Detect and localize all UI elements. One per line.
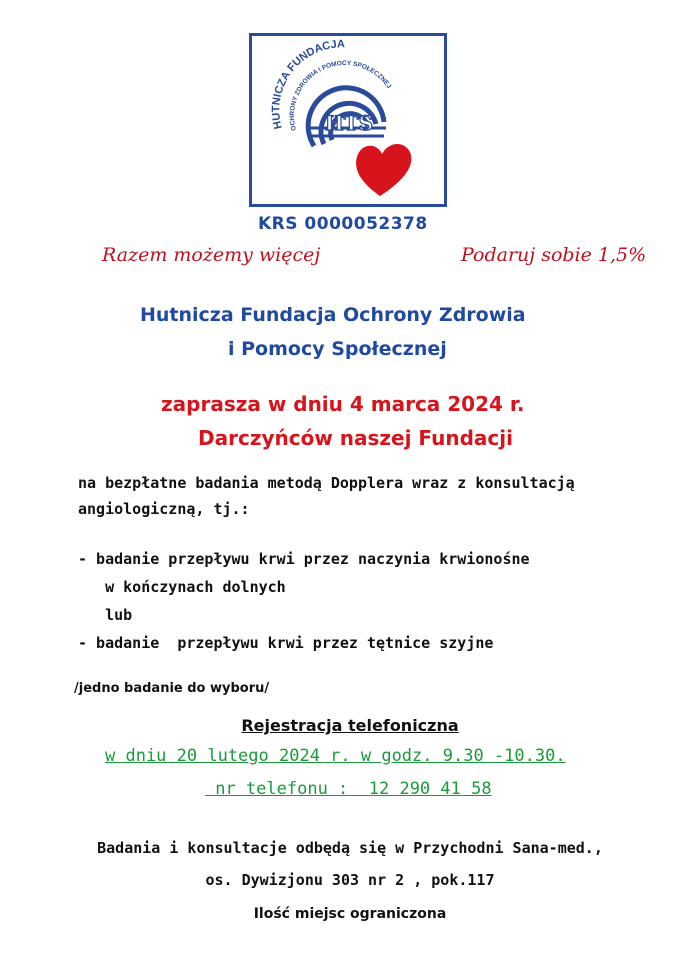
logo-subtitle-arc: OCHRONY ZDROWIA I POMOCY SPOŁECZNEJ <box>288 60 393 132</box>
choice-note: /jedno badanie do wyboru/ <box>74 681 270 696</box>
description-line: angiologiczną, tj.: <box>78 500 250 518</box>
list-item: - badanie przepływu krwi przez tętnice szyjne <box>78 634 494 652</box>
registration-date: w dniu 20 lutego 2024 r. w godz. 9.30 -10.30. <box>105 746 566 766</box>
exam-list <box>78 545 530 657</box>
limited-places: Ilość miejsc ograniczona <box>253 906 447 922</box>
registration-phone: nr telefonu : 12 290 41 58 <box>205 779 492 799</box>
location-line: Badania i konsultacje odbędą się w Przychodni Sana-med., <box>97 839 603 857</box>
organization-name-line2: i Pomocy Społecznej <box>228 338 447 360</box>
slogan-left: Razem możemy więcej <box>102 244 321 266</box>
logo-graphic <box>252 36 444 204</box>
invitation-date: zaprasza w dniu 4 marca 2024 r. <box>161 392 525 416</box>
foundation-logo <box>249 33 447 207</box>
logo-mark: HTS <box>324 111 374 135</box>
location <box>0 832 700 896</box>
list-item: lub <box>78 606 133 624</box>
description <box>78 470 575 522</box>
logo-title-arc: HUTNICZA FUNDACJA <box>270 38 346 131</box>
krs-number: KRS 0000052378 <box>258 214 428 234</box>
description-line: na bezpłatne badania metodą Dopplera wraz z konsultacją <box>78 474 575 492</box>
location-line: os. Dywizjonu 303 nr 2 , pok.117 <box>205 871 495 889</box>
organization-name-line1: Hutnicza Fundacja Ochrony Zdrowia <box>140 304 526 326</box>
registration-title: Rejestracja telefoniczna <box>241 716 459 735</box>
invitation-audience: Darczyńców naszej Fundacji <box>198 426 513 450</box>
slogan-right: Podaruj sobie 1,5% <box>461 244 647 266</box>
list-item: - badanie przepływu krwi przez naczynia krwionośne <box>78 550 530 568</box>
list-item: w kończynach dolnych <box>78 578 286 596</box>
heart-icon <box>356 144 411 196</box>
